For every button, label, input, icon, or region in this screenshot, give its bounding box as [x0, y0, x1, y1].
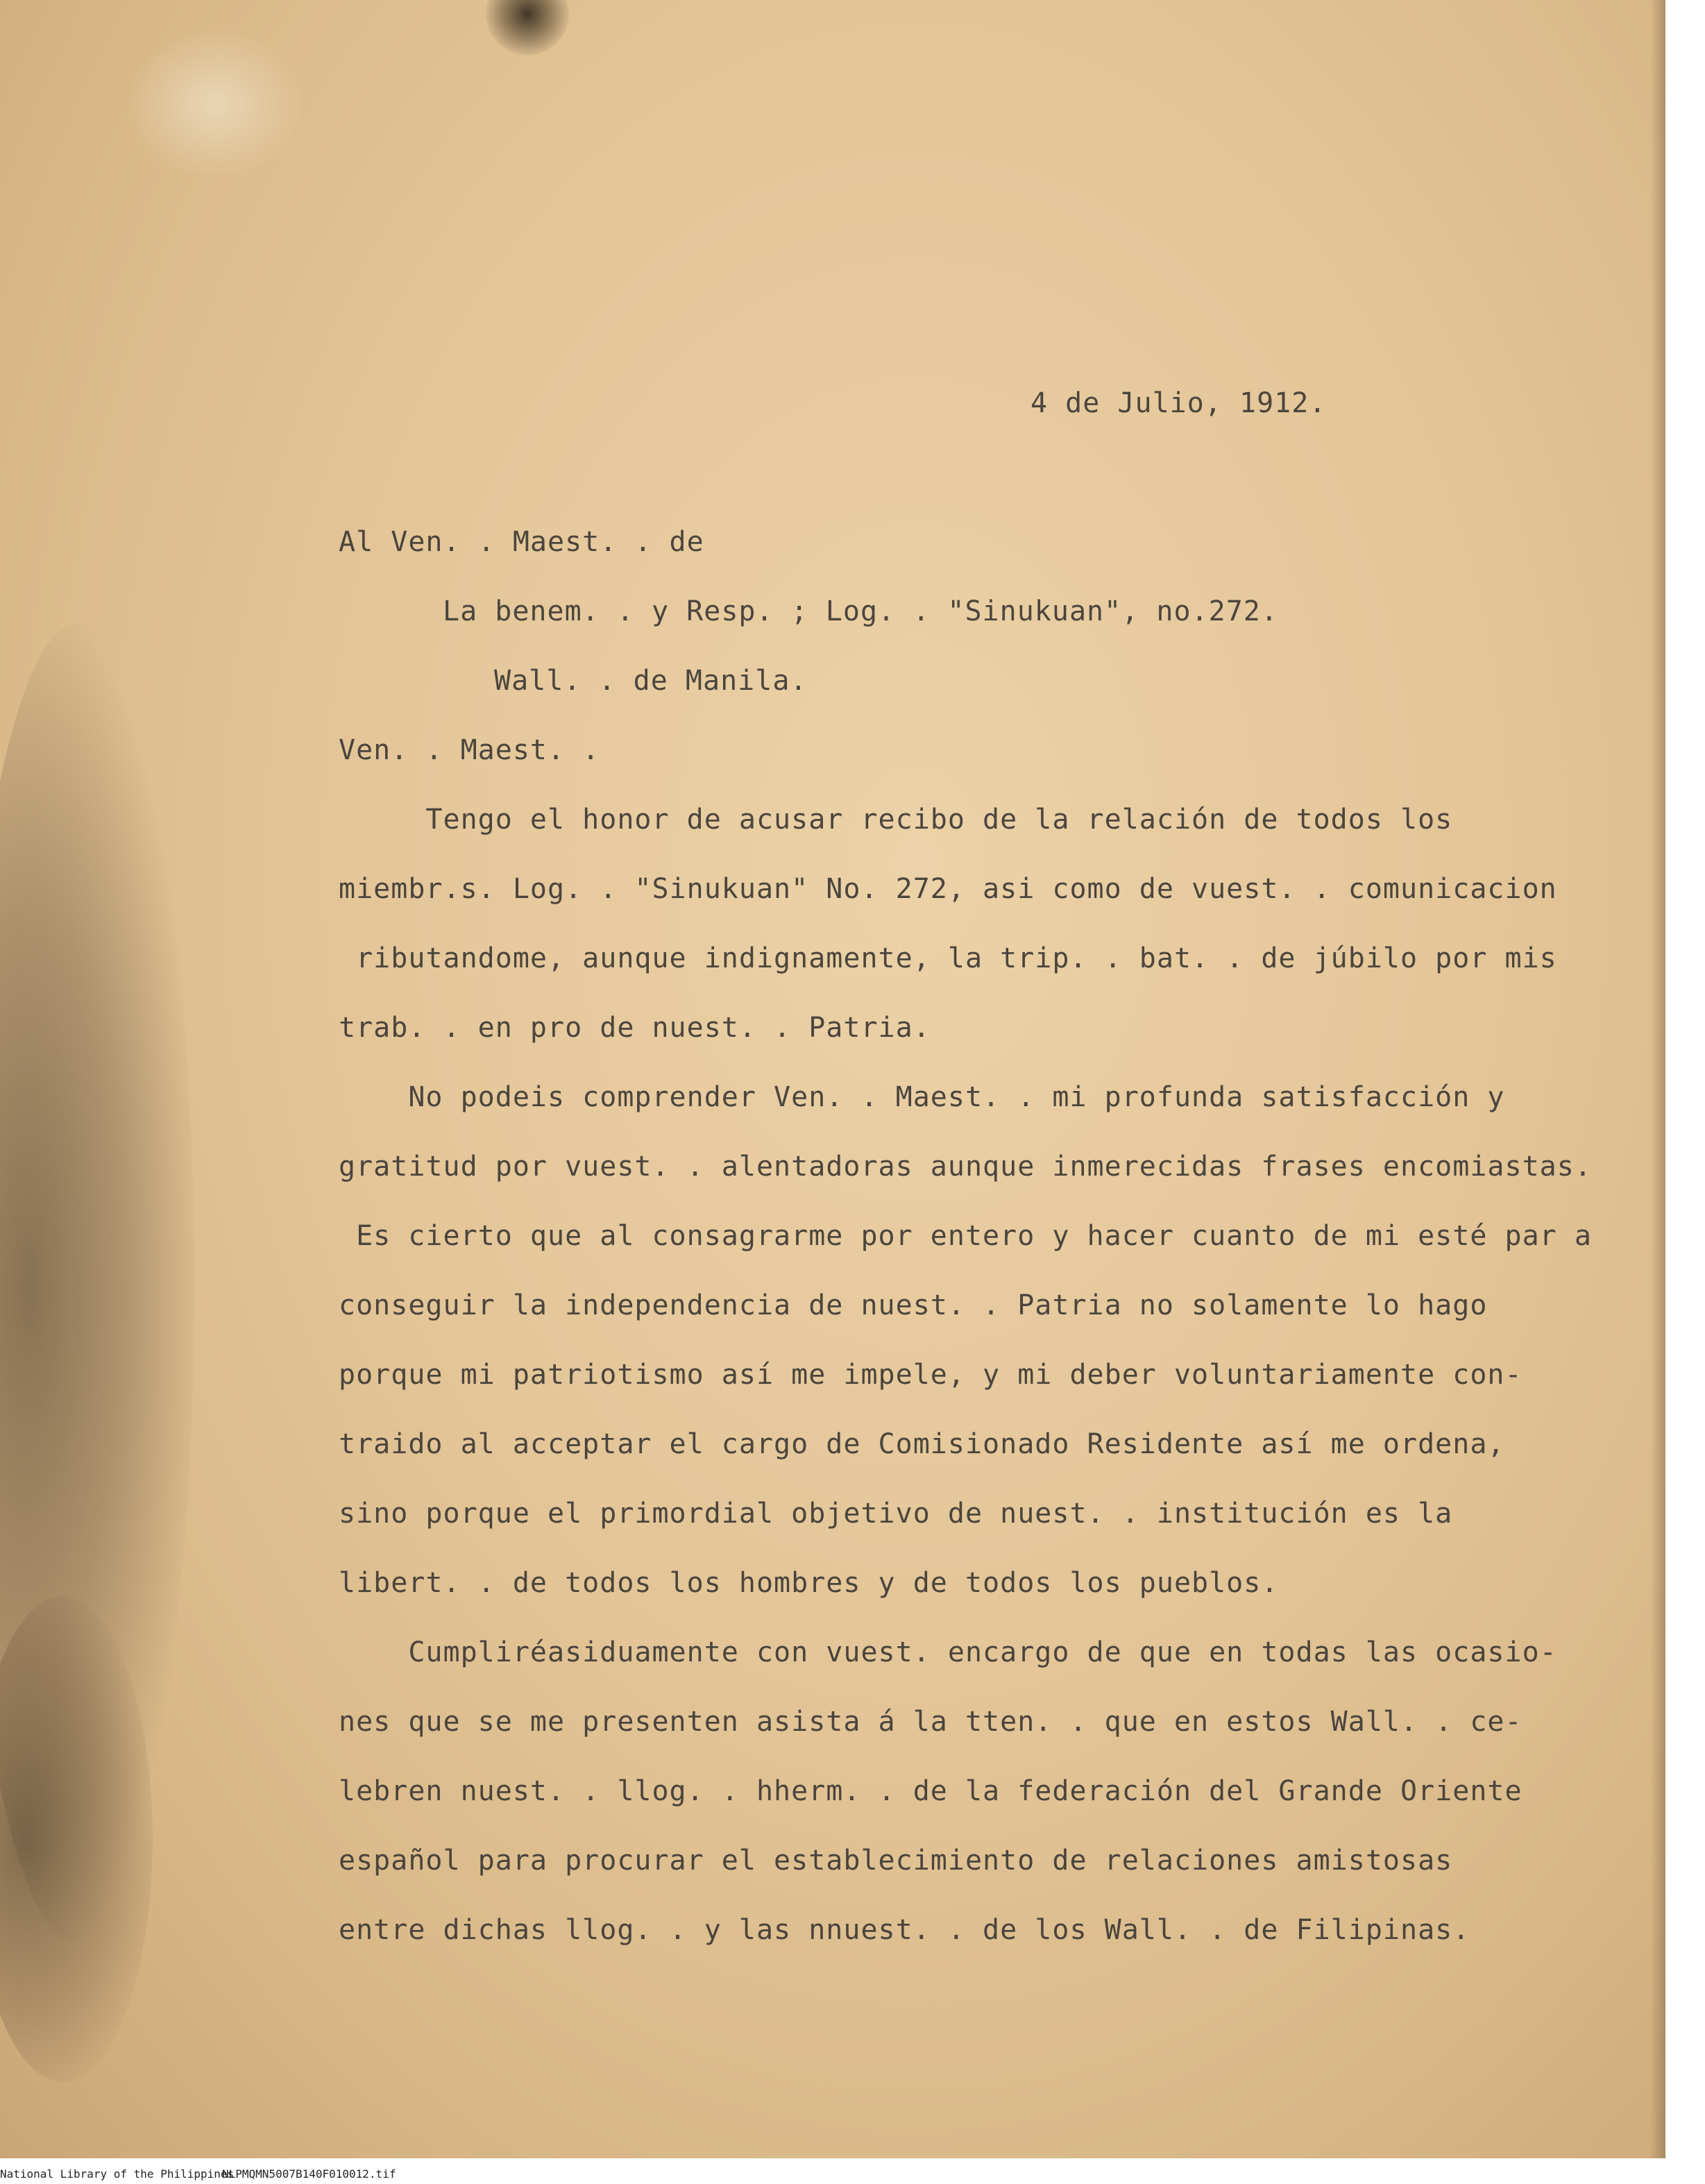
ink-blot-top: [486, 0, 569, 56]
page-edge-shadow: [1650, 0, 1665, 2158]
body-line: Cumpliréasiduamente con vuest. encargo de que en todas las ocasio-: [339, 1636, 1557, 1668]
address-line-2: La benem. . y Resp. ; Log. . "Sinukuan", no.272.: [443, 595, 1278, 627]
address-line-1: Al Ven. . Maest. . de: [339, 526, 704, 558]
body-line: Tengo el honor de acusar recibo de la relación de todos los: [339, 804, 1453, 836]
body-line: gratitud por vuest. . alentadoras aunque inmerecidas frases encomiastas.: [339, 1151, 1592, 1183]
body-line: entre dichas llog. . y las nnuest. . de los Wall. . de Filipinas.: [339, 1914, 1470, 1946]
salutation: Ven. . Maest. .: [339, 734, 600, 766]
body-line: No podeis comprender Ven. . Maest. . mi profunda satisfacción y: [339, 1081, 1505, 1113]
body-line: trab. . en pro de nuest. . Patria.: [339, 1012, 931, 1044]
body-line: lebren nuest. . llog. . hherm. . de la federación del Grande Oriente: [339, 1775, 1522, 1807]
body-line: porque mi patriotismo así me impele, y mi deber voluntariamente con-: [339, 1359, 1522, 1391]
body-line: Es cierto que al consagrarme por entero y hacer cuanto de mi esté par a: [339, 1220, 1592, 1252]
body-line: libert. . de todos los hombres y de todos los pueblos.: [339, 1567, 1279, 1599]
body-line: traido al acceptar el cargo de Comisionado Residente así me ordena,: [339, 1428, 1505, 1460]
address-line-3: Wall. . de Manila.: [494, 665, 808, 697]
library-credit: National Library of the Philippines: [0, 2167, 235, 2181]
faded-patch-top: [125, 28, 305, 180]
scan-filename: NLPMQMN5007B140F010012.tif: [222, 2167, 396, 2181]
water-stain-left: [0, 625, 194, 1943]
letter-date: 4 de Julio, 1912.: [1030, 387, 1327, 419]
body-line: español para procurar el establecimiento de relaciones amistosas: [339, 1845, 1453, 1877]
body-line: miembr.s. Log. . "Sinukuan" No. 272, asi como de vuest. . comunicacion: [339, 873, 1557, 905]
body-line: conseguir la independencia de nuest. . Patria no solamente lo hago: [339, 1289, 1488, 1321]
scan-footer: [0, 2164, 1705, 2184]
body-line: nes que se me presenten asista á la tten. . que en estos Wall. . ce-: [339, 1706, 1522, 1738]
water-stain-lower-left: [0, 1596, 153, 2082]
body-line: sino porque el primordial objetivo de nuest. . institución es la: [339, 1498, 1453, 1530]
body-line: ributandome, aunque indignamente, la trip. . bat. . de júbilo por mis: [339, 942, 1557, 974]
